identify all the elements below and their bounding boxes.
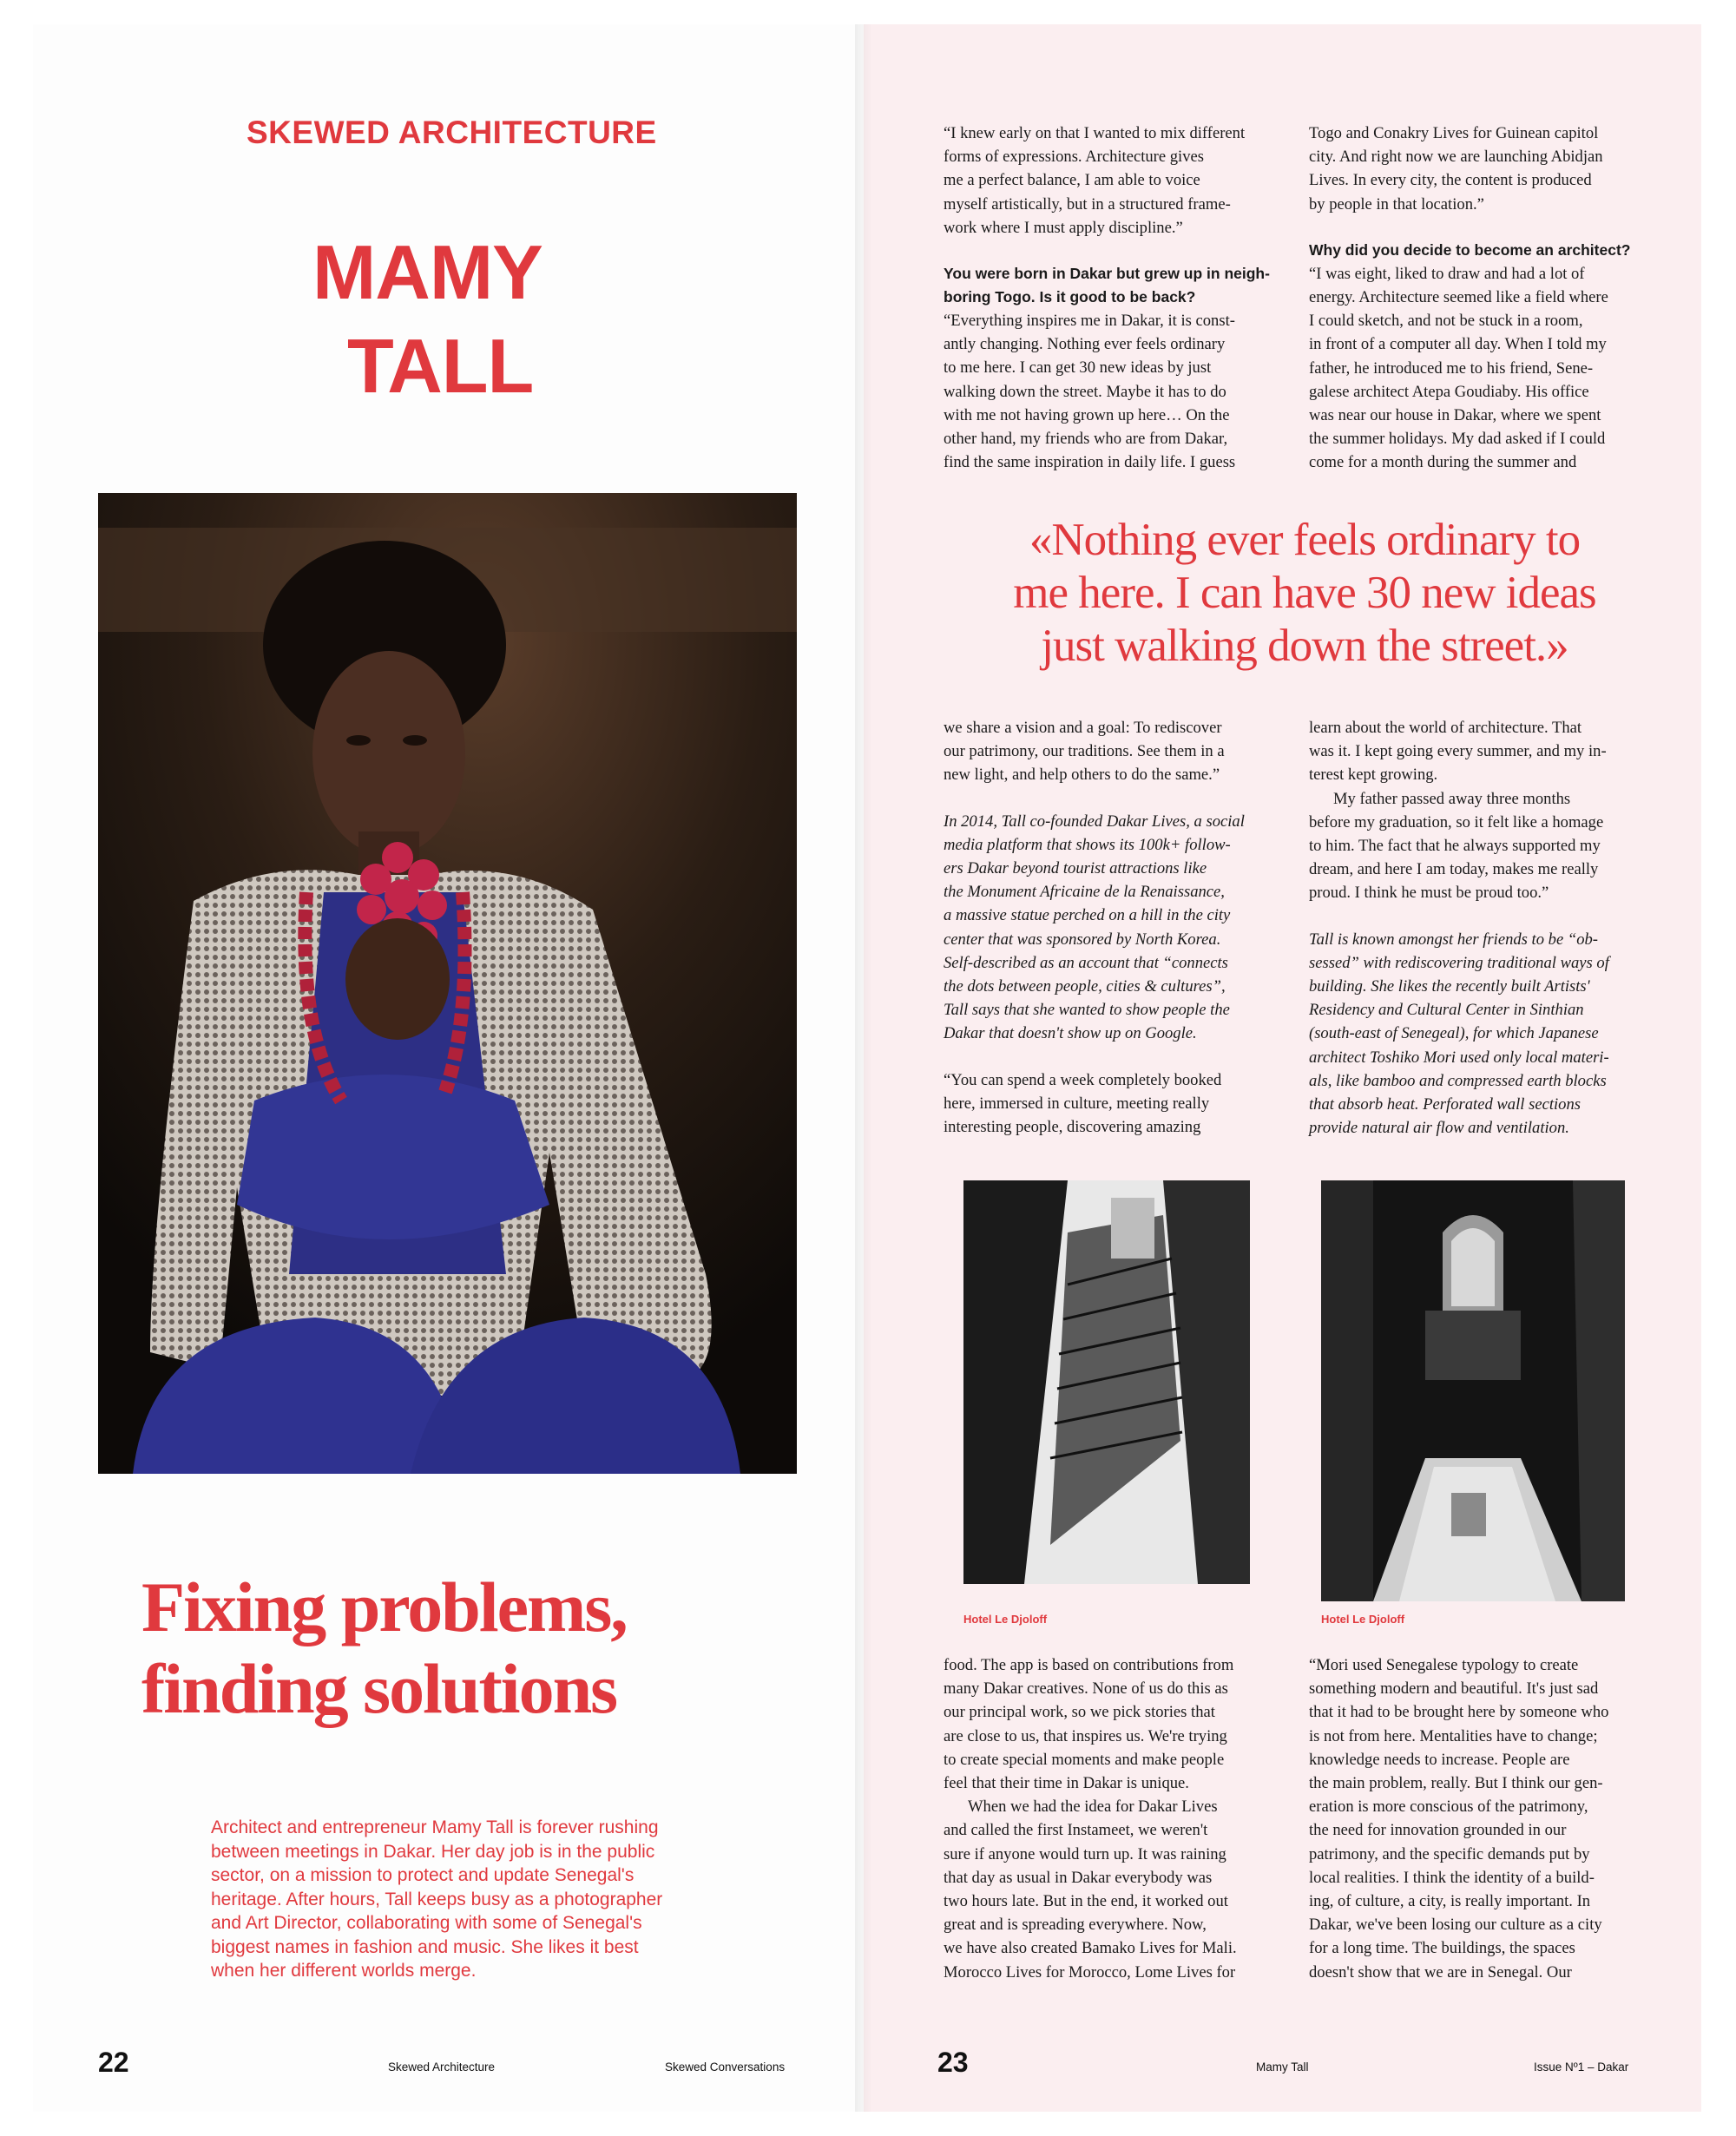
col1-bottom-indent-line: we have also created Bamako Lives for Mali. (944, 1939, 1237, 1958)
name-title-line-2: TALL (347, 323, 534, 409)
section-label: SKEWED ARCHITECTURE (247, 115, 657, 150)
name-title-line-1: MAMY (312, 229, 542, 315)
column-2-opening (1309, 122, 1656, 216)
col1-answer-line: with me not having grown up here… On the (944, 405, 1230, 424)
col1-bottom-indent-line: two hours late. But in the end, it worked out (944, 1892, 1228, 1911)
col2-bottom-line: knowledge needs to increase. People are (1309, 1750, 1570, 1769)
col2-italic-line: Residency and Cultural Center in Sinthian (1309, 1001, 1584, 1020)
col2-bottom-line: “Mori used Senegalese typology to create (1309, 1656, 1579, 1674)
col2-bottom-line: Dakar, we've been losing our culture as a city (1309, 1916, 1602, 1935)
col1-mid-line: our patrimony, our traditions. See them in a (944, 742, 1225, 761)
column-2-middle (1309, 716, 1656, 1140)
col2-italic-line: sessed” with rediscovering traditional ways of (1309, 953, 1609, 972)
footer-article-right: Mamy Tall (1256, 2060, 1309, 2074)
col2-italic-line: architect Toshiko Mori used only local materi- (1309, 1048, 1609, 1067)
col1-bottom-indent-line: that day as usual in Dakar everybody was (944, 1868, 1213, 1887)
photo-caption-left: Hotel Le Djoloff (963, 1613, 1048, 1626)
col1-italic-line: the Monument Africaine de la Renaissance, (944, 883, 1225, 902)
column-2-italic-intro (1309, 928, 1656, 1140)
col2-mid-line: learn about the world of architecture. That (1309, 719, 1582, 737)
col1-italic-line: a massive statue perched on a hill in the city (944, 906, 1231, 925)
footer-issue-right: Issue Nº1 – Dakar (1534, 2060, 1629, 2074)
column-2-answer (1309, 262, 1656, 475)
col1-mid2-line: interesting people, discovering amazing (944, 1118, 1201, 1137)
page-number-right: 23 (937, 2047, 969, 2078)
column-2-bottom (1309, 1653, 1656, 1984)
col1-bottom-indent-line: sure if anyone would turn up. It was raining (944, 1844, 1226, 1863)
col1-italic-line: the dots between people, cities & cultures”, (944, 977, 1226, 996)
intro-line: sector, on a mission to protect and update Senegal's (211, 1865, 635, 1885)
headline-line-2: finding solutions (141, 1649, 617, 1728)
col1-italic-line: Dakar that doesn't show up on Google. (944, 1024, 1197, 1043)
portrait-illustration (98, 493, 797, 1474)
col2-bottom-line: ing, of culture, a city, is really important. In (1309, 1892, 1591, 1911)
col2-bottom-line: that it had to be brought here by someone who (1309, 1703, 1609, 1722)
col2-answer-line: galese architect Atepa Goudiaby. His office (1309, 382, 1589, 401)
col2-answer-line: the summer holidays. My dad asked if I could (1309, 430, 1606, 449)
column-1-answer (944, 309, 1291, 474)
question-1 (944, 262, 1291, 309)
col2-answer-line: come for a month during the summer and (1309, 453, 1577, 472)
col1-top-line: “I knew early on that I wanted to mix different (944, 124, 1246, 142)
col1-top-line: me a perfect balance, I am able to voice (944, 171, 1200, 190)
col1-italic-line: Tall says that she wanted to show people the (944, 1001, 1230, 1020)
spread-gutter (855, 24, 872, 2112)
col2-mid-indent-line: dream, and here I am today, makes me really (1309, 860, 1599, 879)
col1-bottom-line: many Dakar creatives. None of us do this as (944, 1679, 1228, 1699)
col1-bottom-indent-line: and called the first Instameet, we weren't (944, 1821, 1208, 1840)
column-1-middle (944, 716, 1291, 1139)
col2-answer-line: energy. Architecture seemed like a field where (1309, 288, 1608, 307)
col2-top-line: Togo and Conakry Lives for Guinean capitol (1309, 124, 1599, 142)
col1-answer-line: other hand, my friends who are from Dakar, (944, 430, 1228, 449)
column-2-bottom-text (1309, 1653, 1656, 1984)
col2-answer-line: I could sketch, and not be stuck in a room, (1309, 312, 1583, 331)
col1-bottom-indent-line: great and is spreading everywhere. Now, (944, 1916, 1207, 1935)
intro-line: Architect and entrepreneur Mamy Tall is forever rushing (211, 1817, 659, 1837)
col2-top-line: Lives. In every city, the content is produced (1309, 171, 1592, 190)
col1-italic-line: Self-described as an account that “connects (944, 953, 1228, 972)
col1-bottom-line: are close to us, that inspires us. We're trying (944, 1726, 1227, 1745)
col2-bottom-line: something modern and beautiful. It's just sad (1309, 1679, 1599, 1699)
intro-line: between meetings in Dakar. Her day job is in the public (211, 1841, 655, 1862)
hotel-photo-right (1321, 1180, 1625, 1601)
col1-top-line: myself artistically, but in a structured frame- (944, 194, 1231, 214)
col2-mid-indent-line: before my graduation, so it felt like a homage (1309, 812, 1604, 831)
col1-bottom-indent-line: When we had the idea for Dakar Lives (968, 1798, 1218, 1817)
col2-bottom-line: for a long time. The buildings, the spaces (1309, 1939, 1575, 1958)
col1-mid-line: we share a vision and a goal: To rediscover (944, 719, 1222, 737)
col2-italic-line: Tall is known amongst her friends to be “ob- (1309, 930, 1598, 949)
footer-series-left: Skewed Conversations (665, 2060, 786, 2074)
col1-answer-line: find the same inspiration in daily life. I guess (944, 453, 1236, 472)
intro-line: when her different worlds merge. (211, 1961, 477, 1981)
col1-italic-line: In 2014, Tall co-founded Dakar Lives, a social (944, 812, 1245, 831)
col1-bottom-line: feel that their time in Dakar is unique. (944, 1774, 1189, 1793)
col2-answer-line: father, he introduced me to his friend, Sene- (1309, 358, 1594, 378)
col2-italic-line: als, like bamboo and compressed earth blocks (1309, 1071, 1607, 1090)
col2-answer-line: was near our house in Dakar, where we spent (1309, 406, 1601, 425)
col2-italic-line: building. She likes the recently built Artists' (1309, 977, 1590, 996)
col2-bottom-line: patrimony, and the specific demands put by (1309, 1844, 1590, 1863)
col2-mid-indent-line: proud. I think he must be proud too.” (1309, 884, 1549, 903)
headline (141, 1567, 801, 1730)
column-1-italic-intro (944, 810, 1291, 1046)
column-1-bottom-indented (944, 1795, 1291, 1984)
pull-quote-line: just walking down the street.» (1041, 621, 1568, 671)
col1-answer-line: “Everything inspires me in Dakar, it is const- (944, 312, 1235, 331)
intro-line: and Art Director, collaborating with some of Senegal's (211, 1913, 642, 1933)
column-2-mid-indented (1309, 787, 1656, 905)
col1-top-line: forms of expressions. Architecture gives (944, 148, 1205, 167)
col2-mid-line: was it. I kept going every summer, and my in- (1309, 742, 1607, 761)
pull-quote-line: me here. I can have 30 new ideas (1013, 568, 1596, 618)
col1-top-line: work where I must apply discipline.” (944, 218, 1183, 237)
col2-top-line: by people in that location.” (1309, 194, 1484, 214)
col2-mid-indent-line: My father passed away three months (1333, 789, 1571, 808)
portrait-photo (98, 493, 797, 1474)
question-2: Why did you decide to become an architect? (1309, 240, 1631, 259)
col2-bottom-line: eration is more conscious of the patrimony, (1309, 1798, 1588, 1817)
question-1-line: boring Togo. Is it good to be back? (944, 288, 1196, 306)
col2-bottom-line: the main problem, really. But I think our gen- (1309, 1774, 1603, 1793)
photo-caption-right: Hotel Le Djoloff (1321, 1613, 1405, 1626)
col2-mid-indent-line: to him. The fact that he always supported my (1309, 837, 1601, 856)
col1-bottom-line: food. The app is based on contributions from (944, 1656, 1234, 1674)
intro-paragraph (211, 1816, 697, 1983)
col2-italic-line: (south-east of Senegeal), for which Japanese (1309, 1024, 1599, 1043)
intro-line: biggest names in fashion and music. She likes it best (211, 1936, 639, 1957)
col2-top-line: city. And right now we are launching Abidjan (1309, 148, 1603, 167)
intro-line: heritage. After hours, Tall keeps busy as a photographer (211, 1889, 663, 1909)
col1-mid2-line: “You can spend a week completely booked (944, 1070, 1222, 1089)
col1-mid2-line: here, immersed in culture, meeting really (944, 1094, 1210, 1113)
footer-section-left: Skewed Architecture (388, 2060, 496, 2074)
column-2-top (1309, 122, 1656, 475)
column-1-bottom-text (944, 1653, 1291, 1795)
col1-bottom-indent-line: Morocco Lives for Morocco, Lome Lives for (944, 1962, 1236, 1982)
col2-bottom-line: local realities. I think the identity of a build- (1309, 1868, 1595, 1887)
col1-italic-line: media platform that shows its 100k+ follow- (944, 835, 1231, 854)
col2-bottom-line: the need for innovation grounded in our (1309, 1821, 1567, 1840)
pull-quote (923, 514, 1687, 673)
column-2-mid-text (1309, 716, 1656, 787)
col1-answer-line: antly changing. Nothing ever feels ordinary (944, 335, 1226, 354)
page-number-left: 22 (98, 2047, 129, 2078)
headline-line-1: Fixing problems, (141, 1567, 627, 1646)
col1-italic-line: ers Dakar beyond tourist attractions like (944, 859, 1207, 878)
column-1-mid-text (944, 716, 1291, 787)
column-1-opening (944, 122, 1291, 240)
col1-bottom-line: our principal work, so we pick stories that (944, 1703, 1215, 1722)
col2-italic-line: that absorb heat. Perforated wall sections (1309, 1095, 1581, 1114)
col1-answer-line: walking down the street. Maybe it has to do (944, 382, 1226, 401)
col1-italic-line: center that was sponsored by North Korea. (944, 930, 1221, 949)
col2-answer-line: “I was eight, liked to draw and had a lot of (1309, 264, 1585, 283)
col2-answer-line: in front of a computer all day. When I told my (1309, 335, 1607, 354)
col2-bottom-line: is not from here. Mentalities have to change; (1309, 1726, 1598, 1745)
col1-mid-line: new light, and help others to do the same.” (944, 766, 1220, 785)
col2-bottom-line: doesn't show that we are in Senegal. Our (1309, 1962, 1572, 1982)
col2-italic-line: provide natural air flow and ventilation. (1309, 1119, 1569, 1138)
pull-quote-line: «Nothing ever feels ordinary to (1029, 515, 1581, 565)
hotel-photo-left (963, 1180, 1250, 1584)
col1-answer-line: to me here. I can get 30 new ideas by just (944, 358, 1212, 378)
column-1-bottom (944, 1653, 1291, 1984)
col2-mid-line: terest kept growing. (1309, 766, 1438, 785)
question-1-line: You were born in Dakar but grew up in neigh- (944, 265, 1270, 283)
col1-bottom-line: to create special moments and make people (944, 1750, 1225, 1769)
column-1-top (944, 122, 1291, 474)
column-1-mid-quote (944, 1068, 1291, 1140)
